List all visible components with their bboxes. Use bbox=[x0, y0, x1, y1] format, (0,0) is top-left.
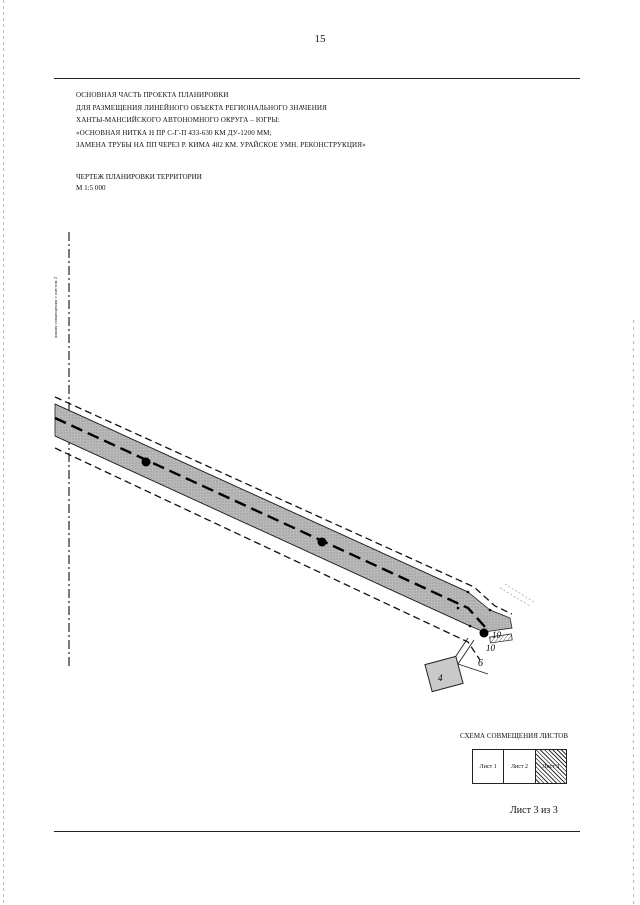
faint-hatch bbox=[500, 584, 534, 606]
sheet-cell-2: Лист 2 bbox=[504, 750, 535, 783]
sheet-cell-1: Лист 1 bbox=[473, 750, 504, 783]
page-number: 15 bbox=[314, 33, 326, 45]
drawing-scale: М 1:5 000 bbox=[76, 184, 106, 192]
match-line-label: линия совмещения с листом 2 bbox=[53, 276, 58, 338]
corridor-edge-upper bbox=[55, 404, 468, 592]
vertex-dot bbox=[489, 609, 492, 612]
vertex-dot bbox=[469, 625, 472, 628]
marker-10-lower: 10 bbox=[486, 643, 495, 653]
corridor-edge-lower bbox=[55, 436, 470, 626]
header-line-2: ДЛЯ РАЗМЕЩЕНИЯ ЛИНЕЙНОГО ОБЪЕКТА РЕГИОНАЛЬНОГО ЗНАЧЕНИЯ bbox=[76, 103, 327, 112]
header-line-1: ОСНОВНАЯ ЧАСТЬ ПРОЕКТА ПЛАНИРОВКИ bbox=[76, 91, 229, 99]
pipeline-node bbox=[480, 629, 489, 638]
pipeline-corridor bbox=[55, 404, 512, 632]
boundary-lower bbox=[55, 448, 480, 660]
vertex-dot bbox=[467, 591, 470, 594]
sheet-cell-3-current: Лист 3 bbox=[536, 750, 566, 783]
marker-6: 6 bbox=[478, 658, 483, 669]
header-line-3: ХАНТЫ-МАНСИЙСКОГО АВТОНОМНОГО ОКРУГА – ЮГРЫ: bbox=[76, 116, 280, 125]
pipeline-node bbox=[318, 538, 327, 547]
marker-4: 4 bbox=[438, 673, 443, 683]
header-line-4: «ОСНОВНАЯ НИТКА Н ПР С-Г-П 433-630 КМ ДУ-1200 ММ; bbox=[76, 128, 272, 137]
sheet-layout-scheme bbox=[472, 749, 567, 784]
sheet-layout-title: СХЕМА СОВМЕЩЕНИЯ ЛИСТОВ bbox=[460, 732, 568, 740]
marker-10-upper: 10 bbox=[492, 630, 501, 640]
vertex-dot bbox=[457, 607, 460, 610]
site-4-plot bbox=[425, 656, 463, 691]
header-line-5: ЗАМЕНА ТРУБЫ НА ПП ЧЕРЕЗ Р. КИМА 482 КМ. УРАЙСКОЕ УМН. РЕКОНСТРУКЦИЯ» bbox=[76, 141, 366, 150]
sheet-label: Лист 3 из 3 bbox=[510, 805, 558, 816]
drawing-title: ЧЕРТЕЖ ПЛАНИРОВКИ ТЕРРИТОРИИ bbox=[76, 173, 202, 181]
pipeline-node bbox=[142, 458, 151, 467]
